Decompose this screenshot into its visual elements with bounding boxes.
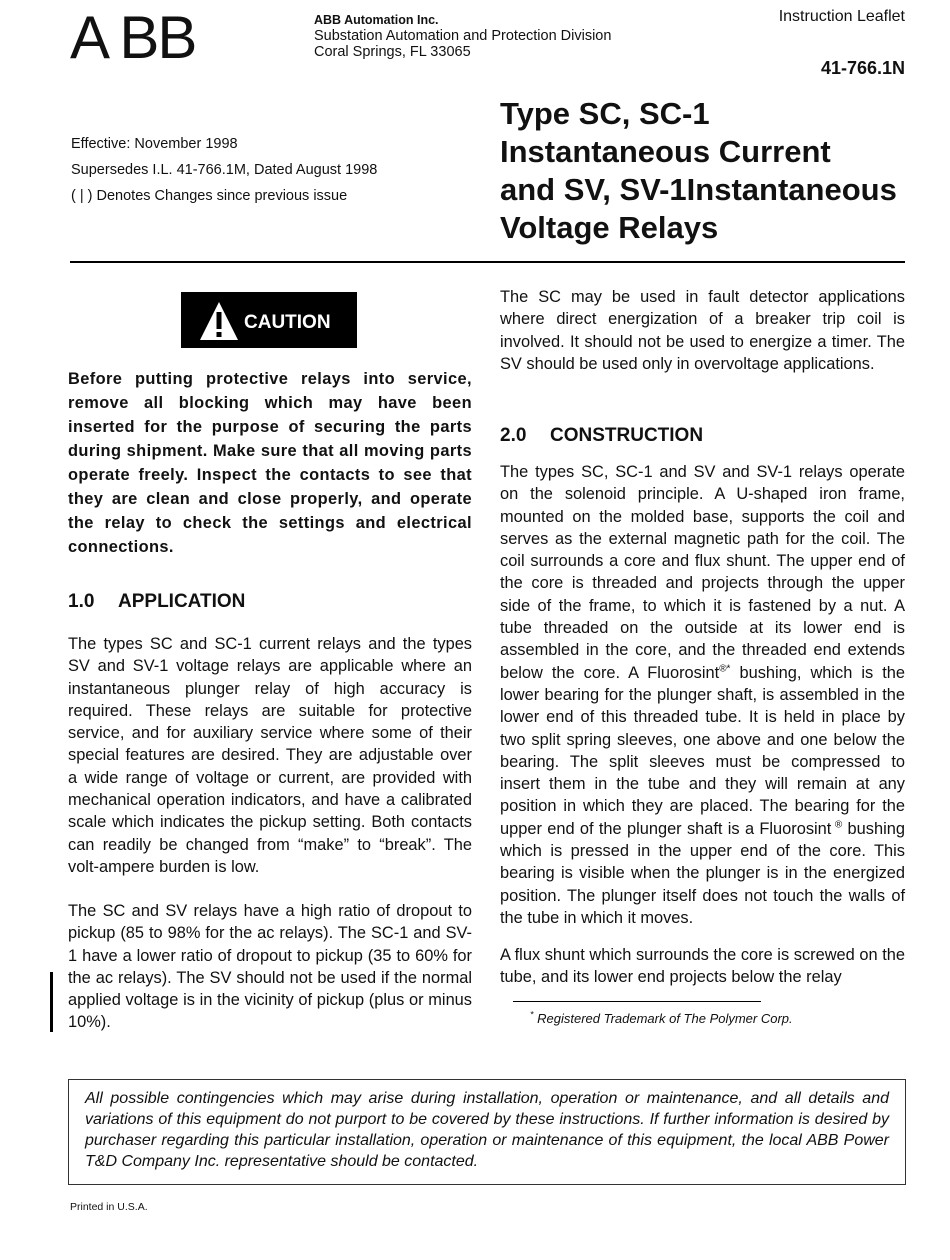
disclaimer-box: All possible contingencies which may arise during installation, operation or maintenance, and all details and variations of this equipment do not purport to be covered by these instructions. If further information is desired by purchaser regarding this particular installation, operation or maintenance of this equipment, the local ABB Power T&D Company Inc. representative should be contacted.: [68, 1079, 906, 1185]
section-heading-application: [68, 591, 245, 613]
application-paragraph: The SC may be used in fault detector applications where direct energization of a breaker trip coil is involved. It should not be used to energize a timer. The SV should be used only in overvoltage applications.: [500, 288, 905, 373]
paragraph-text: bushing which is pressed in the upper end of the core. This bearing is visible when the plunger is in the energized position. The plunger itself does not touch the walls of the tube in which it moves.: [500, 819, 905, 927]
document-title: [500, 95, 920, 247]
caution-label: CAUTION: [244, 312, 331, 333]
warning-icon: [199, 301, 239, 341]
application-paragraph: The types SC and SC-1 current relays and the types SV and SV-1 voltage relays are applicable where an instantaneous plunger relay of high accuracy is required. These relays are suitable for protective service, and for auxiliary service where some of their special features are desired. They are adjustable over a wide range of voltage or current, are provided with mechanical operation indicators, and have a calibrated scale which indicates the pickup setting. Both contacts can readily be changed from “make” to “break”. The volt-ampere burden is low.: [68, 635, 472, 876]
section-title: CONSTRUCTION: [550, 425, 704, 446]
paragraph-text: The types SC, SC-1 and SV and SV-1 relays operate on the solenoid principle. A U-shaped iron frame, mounted on the molded base, supports the coil and serves as the external magnetic path for the coil. The coil surrounds a core and flux shunt. The upper end of the core is threaded and projects through the upper side of the frame, to which it is fastened by a nut. A tube threaded on the outside at its lower end is assembled in the core, and the threaded end extends below the core. A Fluorosint: [500, 463, 905, 682]
title-line: Instantaneous Current: [500, 134, 831, 169]
company-address: Coral Springs, FL 33065: [314, 44, 471, 60]
construction-paragraph: [500, 461, 905, 929]
title-line: and SV, SV-1Instantaneous: [500, 172, 897, 207]
title-line: Type SC, SC-1: [500, 96, 710, 131]
footnote: [530, 1011, 793, 1026]
trademark-mark: ®: [831, 819, 843, 831]
changes-note: ( | ) Denotes Changes since previous issue: [71, 188, 348, 204]
title-line: Voltage Relays: [500, 210, 719, 245]
change-bar: [50, 972, 53, 1032]
supersedes-note: Supersedes I.L. 41-766.1M, Dated August 1998: [71, 162, 378, 178]
printed-note: Printed in U.S.A.: [70, 1201, 148, 1213]
doc-type: Instruction Leaflet: [778, 8, 905, 25]
company-name: ABB Automation Inc.: [314, 13, 439, 27]
header-divider: [70, 261, 905, 263]
caution-banner: [181, 292, 357, 348]
doc-number: 41-766.1N: [820, 58, 905, 78]
construction-paragraph: A flux shunt which surrounds the core is screwed on the tube, and its lower end projects below the relay: [500, 946, 905, 987]
section-title: APPLICATION: [118, 591, 246, 612]
section-number: 2.0: [500, 425, 527, 446]
section-heading-construction: [500, 425, 703, 447]
footnote-mark: *: [530, 1009, 534, 1020]
section-number: 1.0: [68, 591, 95, 612]
paragraph-text: bushing, which is the lower bearing for the plunger shaft, is assembled in the lower end of this threaded tube. It is held in place by two split spring sleeves, one above and one below the bearing. The split sleeves must be compressed to insert them in the tube and they will remain at any position in which they are placed. The bearing for the upper end of the plunger shaft is a Fluorosint: [500, 663, 905, 838]
footnote-text: Registered Trademark of The Polymer Corp.: [533, 1011, 793, 1026]
company-division: Substation Automation and Protection Division: [314, 28, 612, 44]
effective-block: [71, 131, 377, 209]
footnote-divider: [513, 1001, 761, 1002]
application-paragraph: The SC and SV relays have a high ratio of dropout to pickup (85 to 98% for the ac relays). The SC-1 and SV-1 have a lower ratio of dropout to pickup (35 to 60% for the ac relays). The SV should not be used if the normal applied voltage is in the vicinity of pickup (plus or minus 10%).: [68, 902, 472, 1032]
company-block: [314, 12, 611, 60]
trademark-mark: ®*: [719, 663, 731, 675]
caution-text: Before putting protective relays into service, remove all blocking which may have been inserted for the purpose of securing the parts during shipment. Make sure that all moving parts operate freely. Inspect the contacts to see that they are clean and close properly, and operate the relay to check the settings and electrical connections.: [68, 370, 472, 556]
effective-date: Effective: November 1998: [71, 136, 238, 152]
abb-logo: A BB: [70, 4, 196, 71]
